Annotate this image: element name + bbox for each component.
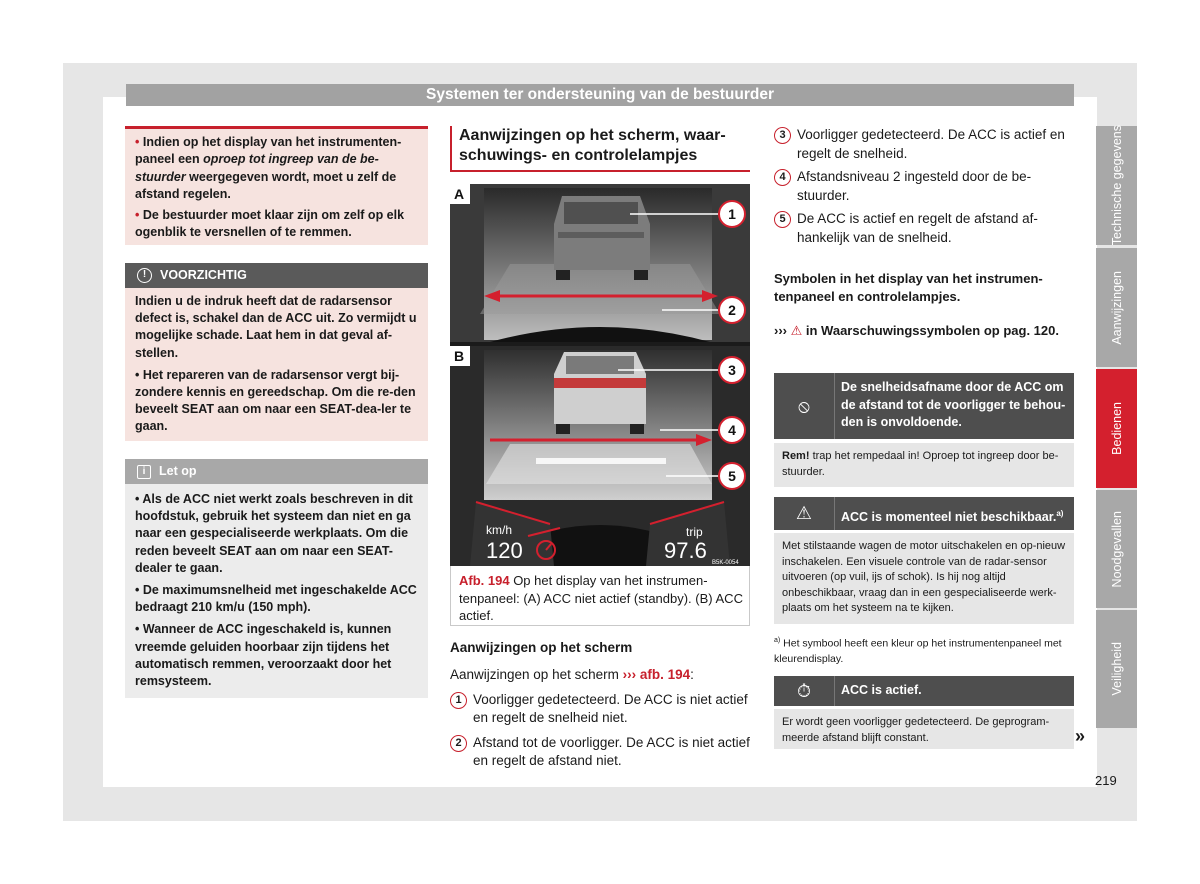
screen-notes-continued <box>774 126 1074 252</box>
panel-label-b: B <box>454 348 465 364</box>
number-badge: 5 <box>774 211 791 228</box>
trip-value: 97.6 <box>664 538 707 563</box>
trip-label: trip <box>686 525 703 539</box>
note-paragraph: • Wanneer de ACC ingeschakeld is, kunnen vreemde geluiden hoorbaar zijn tijdens het automatisch remmen, veroorzaakt door het remsysteem. <box>135 622 392 689</box>
caution-header: ! VOORZICHTIG <box>125 263 428 288</box>
symbol-row-header: ⚠ ACC is momenteel niet beschikbaar.$^{a)}$ <box>774 497 1074 530</box>
figure-illustration <box>450 184 750 566</box>
note-paragraph: • De maximumsnelheid met ingeschakelde ACC bedraagt 210 km/u (150 mph). <box>135 583 417 615</box>
note-header: i Let op <box>125 459 428 484</box>
list-item: 2 Afstand tot de voorligger. De ACC is niet actief en regelt de afstand niet. <box>450 734 750 771</box>
page-number: 219 <box>1095 773 1117 788</box>
tab-veiligheid[interactable]: Veiligheid <box>1096 610 1137 728</box>
figure-code: B5K-0054 <box>712 560 739 566</box>
number-badge: 3 <box>774 127 791 144</box>
speed-value: 120 <box>486 538 523 563</box>
number-badge: 2 <box>450 735 467 752</box>
symbol-row-header: ⏱ ACC is actief. <box>774 676 1074 706</box>
figure-caption: Afb. 194 Op het display van het instrumen-tenpaneel: (A) ACC niet actief (standby). (B) ACC actief. <box>459 573 743 623</box>
warning-triangle-icon: ⚠ <box>790 323 803 338</box>
note-box <box>125 459 428 698</box>
speed-reduction-icon: ⦸ <box>798 395 810 416</box>
warning-item-2: • De bestuurder moet klaar zijn om zelf op elk ogenblik te versnellen of te remmen. <box>135 208 405 240</box>
section-title-rule <box>450 170 750 172</box>
panel-label-a: A <box>454 186 465 202</box>
section-title: Aanwijzingen op het scherm, waar-schuwings- en controlelampjes <box>459 127 726 164</box>
svg-text:4: 4 <box>728 422 736 438</box>
screen-notes-title: Aanwijzingen op het scherm <box>450 640 633 655</box>
list-item: 5 De ACC is actief en regelt de afstand af-hankelijk van de snelheid. <box>774 210 1074 247</box>
page-header: Systemen ter ondersteuning van de bestuurder <box>126 84 1074 106</box>
symbols-link[interactable]: ››› ⚠ in Waarschuwingssymbolen op pag. 120. <box>774 323 1059 338</box>
list-item: 3 Voorligger gedetecteerd. De ACC is actief en regelt de snelheid. <box>774 126 1074 163</box>
acc-unavailable-icon: ⚠ <box>795 503 813 523</box>
car-a <box>554 196 650 280</box>
number-badge: 1 <box>450 692 467 709</box>
tab-technische-gegevens[interactable]: Technische gegevens <box>1096 126 1137 245</box>
svg-text:3: 3 <box>728 362 736 378</box>
tab-bedienen[interactable]: Bedienen <box>1096 369 1137 488</box>
svg-text:5: 5 <box>728 468 736 484</box>
car-b <box>554 352 646 434</box>
symbols-title: Symbolen in het display van het instrumen-tenpaneel en controlelampjes. <box>774 271 1043 304</box>
speed-unit: km/h <box>486 523 513 537</box>
warning-item-1: • Indien op het display van het instrumenten-paneel een oproep tot ingreep van de be-stuurder weergegeven wordt, moet u zelf de afstand regelen. <box>135 135 402 201</box>
list-item: 4 Afstandsniveau 2 ingesteld door de be-stuurder. <box>774 168 1074 205</box>
tab-aanwijzingen[interactable]: Aanwijzingen <box>1096 248 1137 367</box>
symbol-row-body: Met stilstaande wagen de motor uitschakelen en op-nieuw inschakelen. Een visuele controle van de radar-sensor uitvoeren (op vuil, ijs of schok). Is hij nog altijd onbeschikbaar, vraag dan in een gespecialiseerde werk-plaats om het systeem na te kijken. <box>774 533 1074 624</box>
symbol-row-header: ⦸ De snelheidsafname door de ACC om de afstand tot de voorligger te behou-den is onvoldoende. <box>774 373 1074 439</box>
symbol-row-body: Rem! trap het rempedaal in! Oproep tot ingreep door be-stuurder. <box>774 443 1074 487</box>
svg-text:1: 1 <box>728 206 736 222</box>
footnote: $^{a)}$ Het symbool heeft een kleur op het instrumentenpaneel met kleurendisplay. <box>774 637 1062 665</box>
caution-box <box>125 263 428 441</box>
svg-text:2: 2 <box>728 302 736 318</box>
symbol-row-body: Er wordt geen voorligger gedetecteerd. De geprogram-meerde afstand blijft constant. <box>774 709 1074 749</box>
caution-paragraph: • Het repareren van de radarsensor vergt bij-zondere kennis en gereedschap. Om die re-den beveelt SEAT aan om naar een SEAT-dea-ler te gaan. <box>135 367 416 434</box>
note-paragraph: • Als de ACC niet werkt zoals beschreven in dit hoofdstuk, gebruik het systeem dan niet en ga naar een gespecialiseerde werkplaats. Om die reden beveelt SEAT aan om naar een SEAT-dealer te gaan. <box>135 492 413 575</box>
list-item: 1 Voorligger gedetecteerd. De ACC is niet actief en regelt de snelheid niet. <box>450 691 750 728</box>
number-badge: 4 <box>774 169 791 186</box>
exclamation-icon: ! <box>137 268 152 283</box>
figure-link[interactable]: ››› afb. 194 <box>622 667 691 682</box>
screen-notes-intro: Aanwijzingen op het scherm ››› afb. 194: <box>450 667 694 682</box>
caution-paragraph: Indien u de indruk heeft dat de radarsensor defect is, schakel dan de ACC uit. Zo vermijdt u mogelijke schade. Laat hem in dat geval af-stellen. <box>135 294 417 360</box>
continue-arrow-icon: » <box>1075 726 1086 746</box>
tab-noodgevallen[interactable]: Noodgevallen <box>1096 490 1137 608</box>
acc-active-icon: ⏱ <box>796 680 812 701</box>
screen-notes <box>450 666 750 771</box>
warning-box <box>125 126 428 245</box>
info-icon: i <box>137 465 151 479</box>
